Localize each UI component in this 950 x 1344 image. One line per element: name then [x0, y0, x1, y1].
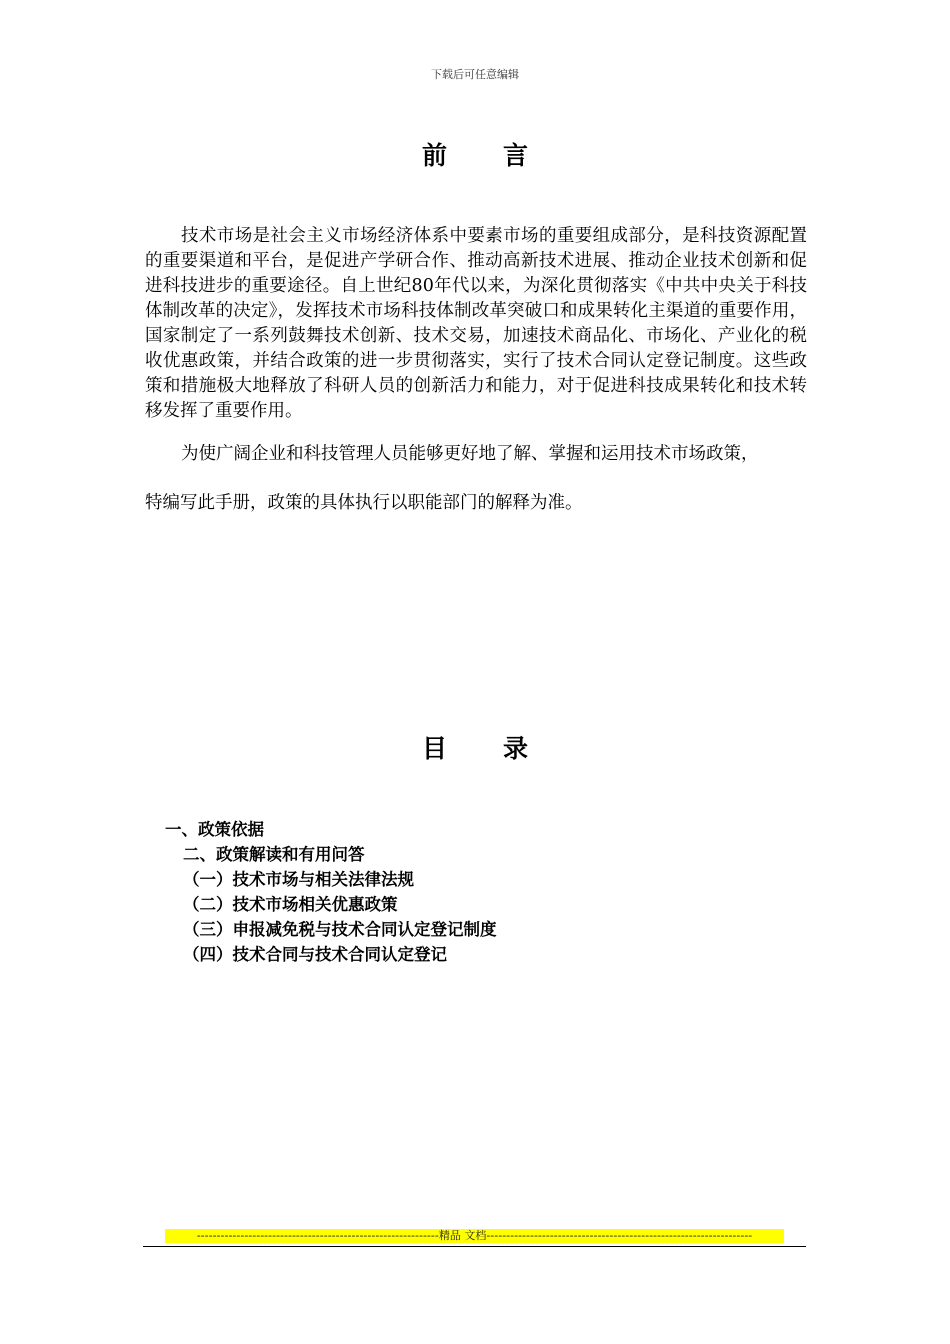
- preface-paragraph-1: 技术市场是社会主义市场经济体系中要素市场的重要组成部分，是科技资源配置的重要渠道和平台，是促进产学研合作、推动高新技术进展、推动企业技术创新和促进科技进步的重要途径。自上世纪80年代以来，为深化贯彻落实《中共中央关于科技体制改革的决定》，发挥技术市场科技体制改革突破口和成果转化主渠道的重要作用，国家制定了一系列鼓舞技术创新、技术交易，加速技术商品化、市场化、产业化的税收优惠政策，并结合政策的进一步贯彻落实，实行了技术合同认定登记制度。这些政策和措施极大地释放了科研人员的创新活力和能力，对于促进科技成果转化和技术转移发挥了重要作用。: [145, 226, 807, 421]
- footer-dashes-right: -------------------------------------------------------------------: [486, 1229, 753, 1242]
- preface-title-left: 前: [421, 141, 447, 170]
- toc-item-3[interactable]: （一）技术市场与相关法律法规: [183, 870, 414, 889]
- footer-label: 精品 文档: [438, 1229, 487, 1242]
- footer-rule: [143, 1246, 806, 1247]
- header-note: 下载后可任意编辑: [431, 68, 519, 81]
- toc-title-left: 目: [421, 734, 447, 763]
- preface-body: [145, 224, 807, 516]
- toc-item-4[interactable]: （二）技术市场相关优惠政策: [183, 895, 398, 914]
- toc-item-2[interactable]: 二、政策解读和有用问答: [183, 845, 365, 864]
- toc-item-5[interactable]: （三）申报减免税与技术合同认定登记制度: [183, 920, 497, 939]
- footer-dashes-left: -------------------------------------------------------------: [196, 1229, 439, 1242]
- footer-band: [165, 1229, 784, 1243]
- toc-item-1[interactable]: 一、政策依据: [165, 820, 264, 839]
- preface-paragraph-2-line-2: 特编写此手册，政策的具体执行以职能部门的解释为准。: [145, 493, 583, 513]
- preface-paragraph-2-line-1: 为使广阔企业和科技管理人员能够更好地了解、掌握和运用技术市场政策，: [181, 444, 759, 464]
- toc-title-right: 录: [503, 734, 529, 763]
- toc-item-6[interactable]: （四）技术合同与技术合同认定登记: [183, 945, 447, 964]
- preface-title: [0, 136, 950, 172]
- preface-title-right: 言: [503, 141, 529, 170]
- toc-title: [0, 729, 950, 765]
- toc-list: [145, 817, 805, 967]
